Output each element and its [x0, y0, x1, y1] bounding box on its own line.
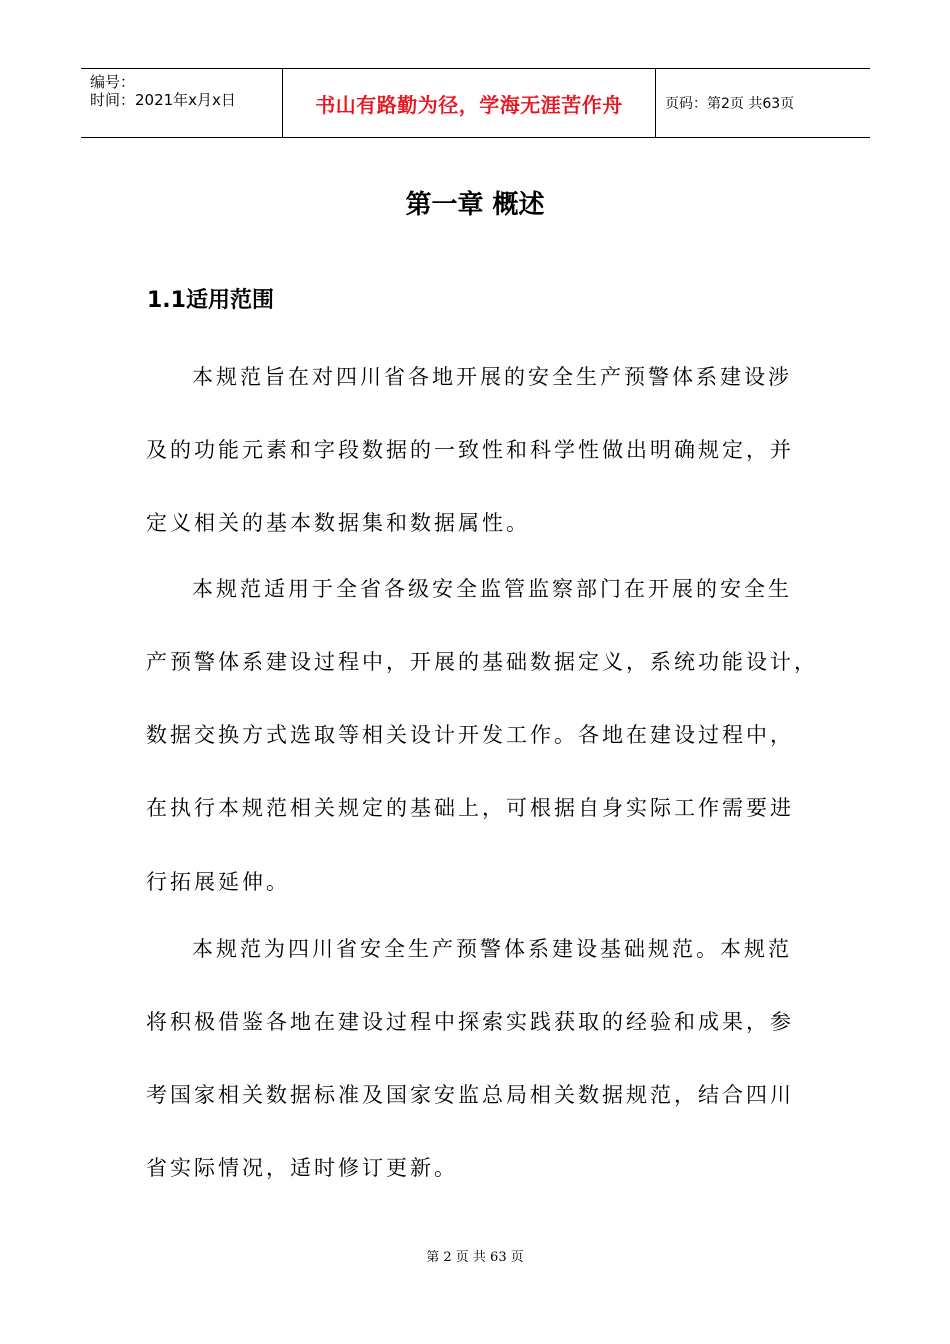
- paragraph-line: 定义相关的基本数据集和数据属性。: [146, 511, 530, 535]
- paragraph-line: 数据交换方式选取等相关设计开发工作。各地在建设过程中，: [146, 723, 794, 747]
- paragraph-line: 本规范为四川省安全生产预警体系建设基础规范。本规范: [192, 937, 792, 961]
- paragraph-line: 产预警体系建设过程中，开展的基础数据定义，系统功能设计，: [146, 650, 818, 674]
- page-header: [81, 68, 870, 138]
- header-motto: 书山有路勤为径，学海无涯苦作舟: [315, 92, 623, 117]
- paragraph-line: 行拓展延伸。: [146, 870, 290, 894]
- header-divider: [655, 69, 656, 137]
- page-footer: 第 2 页 共 63 页: [426, 1250, 524, 1265]
- paragraph-line: 本规范旨在对四川省各地开展的安全生产预警体系建设涉: [192, 365, 792, 389]
- paragraph-line: 及的功能元素和字段数据的一致性和科学性做出明确规定，并: [146, 438, 794, 462]
- section-title: 1.1适用范围: [147, 288, 274, 313]
- paragraph-line: 将积极借鉴各地在建设过程中探索实践获取的经验和成果，参: [146, 1010, 794, 1034]
- document-date-label: 时间：2021年x月x日: [90, 91, 236, 109]
- paragraph-line: 省实际情况，适时修订更新。: [146, 1156, 458, 1180]
- header-page-info: 页码：第2页 共63页: [665, 96, 795, 112]
- paragraph-line: 在执行本规范相关规定的基础上，可根据自身实际工作需要进: [146, 796, 794, 820]
- header-meta: [81, 69, 282, 137]
- chapter-title: 第一章 概述: [405, 190, 545, 220]
- paragraph-line: 本规范适用于全省各级安全监管监察部门在开展的安全生: [192, 577, 792, 601]
- paragraph-line: 考国家相关数据标准及国家安监总局相关数据规范，结合四川: [146, 1083, 794, 1107]
- document-number-label: 编号：: [90, 73, 136, 91]
